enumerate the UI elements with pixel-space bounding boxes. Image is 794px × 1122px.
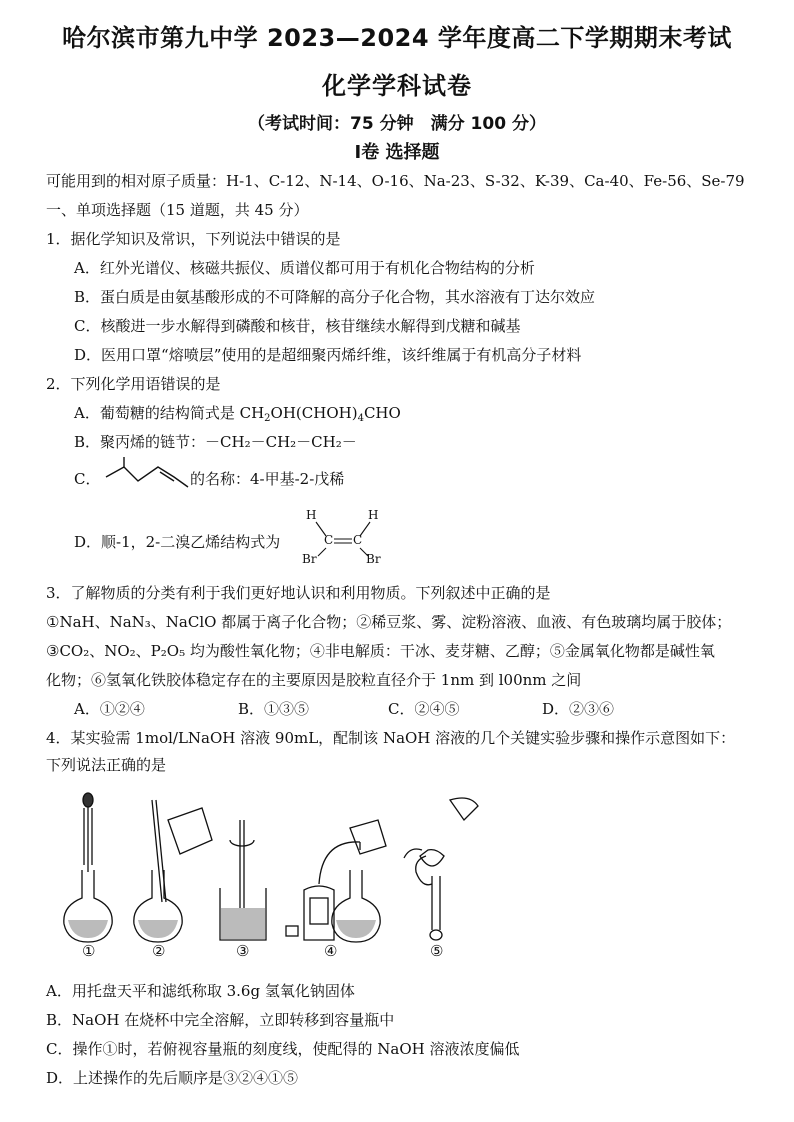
q4-option-d: D．上述操作的先后顺序是③②④①⑤	[46, 1069, 299, 1087]
q4-stem-line1: 4．某实验需 1mol/LNaOH 溶液 90mL，配制该 NaOH 溶液的几个关键实验步骤和操作示意图如下：	[46, 729, 736, 747]
step5-shaking	[404, 798, 478, 940]
q3-option-b: B．①③⑤	[238, 700, 310, 718]
step2-transfer	[134, 800, 212, 942]
q2-option-c-text: 的名称：4-甲基-2-戊稀	[190, 470, 345, 488]
exam-info: （考试时间：75 分钟 满分 100 分）	[248, 114, 546, 134]
step-label-1: ①	[82, 942, 96, 960]
step-label-5: ⑤	[430, 942, 444, 960]
q4-option-c: C．操作①时，若俯视容量瓶的刻度线，使配得的 NaOH 溶液浓度偏低	[46, 1040, 520, 1058]
q2-a-mid2: CHO	[363, 404, 401, 422]
q2-option-b: B．聚丙烯的链节：－CH₂－CH₂－CH₂－	[74, 433, 357, 451]
q3-line1: ①NaH、NaN₃、NaClO 都属于离子化合物；②稀豆浆、雾、淀粉溶液、血液、有色玻璃均属于胶体；	[46, 613, 732, 631]
step3-stirring	[220, 820, 266, 940]
q2-c-skeletal-structure	[100, 455, 190, 495]
q2-a-sub2: 4	[357, 413, 364, 424]
q1-stem: 1．据化学知识及常识，下列说法中错误的是	[46, 230, 341, 248]
q2-d-c1: C	[324, 533, 334, 547]
step1-dropper-flask	[64, 793, 112, 942]
section-title: Ⅰ卷 选择题	[354, 142, 440, 163]
q3-line2: ③CO₂、NO₂、P₂O₅ 均为酸性氧化物；④非电解质：干冰、麦芽糖、乙醇；⑤金属氧化物都是碱性氧	[46, 642, 715, 660]
q2-a-mid1: OH(CHOH)	[270, 404, 358, 422]
q2-d-c2: C	[353, 533, 363, 547]
q4-stem-line2: 下列说法正确的是	[46, 756, 167, 774]
atomic-masses: 可能用到的相对原子质量：H-1、C-12、N-14、O-16、Na-23、S-32、K-39、Ca-40、Fe-56、Se-79	[46, 172, 745, 190]
q1-option-c: C．核酸进一步水解得到磷酸和核苷，核苷继续水解得到戊糖和碱基	[74, 317, 521, 335]
q2-d-br1: Br	[302, 552, 317, 566]
q2-d-br2: Br	[366, 552, 381, 566]
q2-d-h1: H	[306, 508, 317, 522]
q2-a-sub1: 2	[264, 413, 271, 424]
q2-d-structure	[300, 508, 390, 568]
q4-option-b: B．NaOH 在烧杯中完全溶解，立即转移到容量瓶中	[46, 1011, 395, 1029]
q3-stem: 3．了解物质的分类有利于我们更好地认识和利用物质。下列叙述中正确的是	[46, 584, 551, 602]
exam-subtitle: 化学学科试卷	[322, 72, 472, 100]
step-label-4: ④	[324, 942, 338, 960]
q2-d-h2: H	[368, 508, 379, 522]
step-label-2: ②	[152, 942, 166, 960]
q2-option-c-label: C．	[74, 470, 101, 488]
step-label-3: ③	[236, 942, 250, 960]
q3-option-a: A．①②④	[74, 700, 145, 718]
part1-heading: 一、单项选择题（15 道题，共 45 分）	[46, 201, 309, 219]
q4-option-a: A．用托盘天平和滤纸称取 3.6g 氢氧化钠固体	[46, 982, 355, 1000]
q1-option-b: B．蛋白质是由氨基酸形成的不可降解的高分子化合物，其水溶液有丁达尔效应	[74, 288, 596, 306]
exam-title: 哈尔滨市第九中学 2023—2024 学年度高二下学期期末考试	[62, 24, 732, 52]
q1-option-d: D．医用口罩“熔喷层”使用的是超细聚丙烯纤维，该纤维属于有机高分子材料	[74, 346, 582, 364]
q2-a-pre: A．葡萄糖的结构简式是 CH	[74, 404, 265, 422]
q2-option-d-text: D．顺-1，2-二溴乙烯结构式为	[74, 533, 281, 551]
q3-option-d: D．②③⑥	[542, 700, 615, 718]
q3-option-c: C．②④⑤	[388, 700, 460, 718]
step4-rinsing	[286, 820, 386, 942]
q2-stem: 2．下列化学用语错误的是	[46, 375, 221, 393]
q2-option-a	[74, 402, 401, 424]
q4-apparatus-illustration	[60, 780, 480, 945]
q1-option-a: A．红外光谱仪、核磁共振仪、质谱仪都可用于有机化合物结构的分析	[74, 259, 535, 277]
q3-line3: 化物；⑥氢氧化铁胶体稳定存在的主要原因是胶粒直径介于 1nm 到 l00nm 之间	[46, 671, 582, 689]
